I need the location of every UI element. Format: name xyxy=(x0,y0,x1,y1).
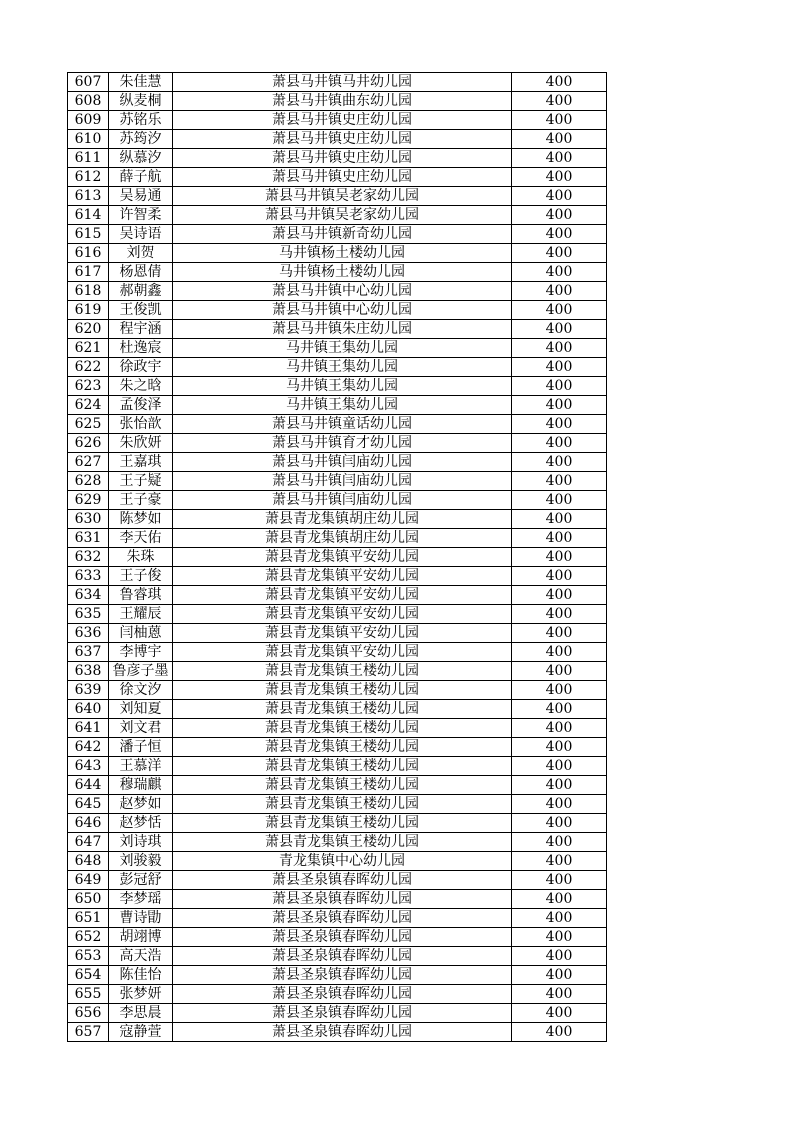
table-row xyxy=(68,472,607,491)
row-number-cell: 629 xyxy=(68,491,109,510)
table-row xyxy=(68,833,607,852)
row-number-cell: 633 xyxy=(68,567,109,586)
table-row xyxy=(68,130,607,149)
row-number-cell: 650 xyxy=(68,890,109,909)
kindergarten-cell: 萧县马井镇闫庙幼儿园 xyxy=(173,453,512,472)
table-row xyxy=(68,320,607,339)
row-number-cell: 622 xyxy=(68,358,109,377)
amount-cell: 400 xyxy=(512,434,607,453)
amount-cell: 400 xyxy=(512,548,607,567)
row-number-cell: 611 xyxy=(68,149,109,168)
amount-cell: 400 xyxy=(512,1004,607,1023)
table-row xyxy=(68,358,607,377)
amount-cell: 400 xyxy=(512,624,607,643)
amount-cell: 400 xyxy=(512,244,607,263)
table-row xyxy=(68,795,607,814)
row-number-cell: 654 xyxy=(68,966,109,985)
table-row xyxy=(68,73,607,92)
child-name-cell: 张梦妍 xyxy=(109,985,173,1004)
amount-cell: 400 xyxy=(512,358,607,377)
kindergarten-cell: 萧县圣泉镇春晖幼儿园 xyxy=(173,909,512,928)
kindergarten-cell: 萧县青龙集镇平安幼儿园 xyxy=(173,548,512,567)
child-name-cell: 徐文汐 xyxy=(109,681,173,700)
table-row xyxy=(68,453,607,472)
child-name-cell: 杨恩倩 xyxy=(109,263,173,282)
kindergarten-cell: 萧县马井镇吴老家幼儿园 xyxy=(173,187,512,206)
amount-cell: 400 xyxy=(512,92,607,111)
kindergarten-cell: 萧县青龙集镇王楼幼儿园 xyxy=(173,833,512,852)
row-number-cell: 638 xyxy=(68,662,109,681)
child-name-cell: 许智柔 xyxy=(109,206,173,225)
amount-cell: 400 xyxy=(512,928,607,947)
subsidy-table xyxy=(67,72,607,1042)
kindergarten-cell: 萧县马井镇朱庄幼儿园 xyxy=(173,320,512,339)
kindergarten-cell: 萧县马井镇马井幼儿园 xyxy=(173,73,512,92)
kindergarten-cell: 萧县马井镇史庄幼儿园 xyxy=(173,130,512,149)
amount-cell: 400 xyxy=(512,567,607,586)
table-row xyxy=(68,928,607,947)
kindergarten-cell: 萧县青龙集镇平安幼儿园 xyxy=(173,624,512,643)
row-number-cell: 649 xyxy=(68,871,109,890)
child-name-cell: 吴易通 xyxy=(109,187,173,206)
child-name-cell: 朱珠 xyxy=(109,548,173,567)
table-row xyxy=(68,567,607,586)
child-name-cell: 鲁睿琪 xyxy=(109,586,173,605)
row-number-cell: 656 xyxy=(68,1004,109,1023)
amount-cell: 400 xyxy=(512,700,607,719)
table-row xyxy=(68,206,607,225)
table-row xyxy=(68,700,607,719)
row-number-cell: 640 xyxy=(68,700,109,719)
amount-cell: 400 xyxy=(512,966,607,985)
kindergarten-cell: 萧县马井镇史庄幼儿园 xyxy=(173,149,512,168)
child-name-cell: 王慕洋 xyxy=(109,757,173,776)
row-number-cell: 639 xyxy=(68,681,109,700)
row-number-cell: 620 xyxy=(68,320,109,339)
kindergarten-cell: 萧县马井镇中心幼儿园 xyxy=(173,282,512,301)
amount-cell: 400 xyxy=(512,377,607,396)
amount-cell: 400 xyxy=(512,909,607,928)
child-name-cell: 朱欣妍 xyxy=(109,434,173,453)
amount-cell: 400 xyxy=(512,225,607,244)
amount-cell: 400 xyxy=(512,947,607,966)
row-number-cell: 643 xyxy=(68,757,109,776)
kindergarten-cell: 萧县马井镇育才幼儿园 xyxy=(173,434,512,453)
child-name-cell: 杜逸宸 xyxy=(109,339,173,358)
row-number-cell: 624 xyxy=(68,396,109,415)
row-number-cell: 637 xyxy=(68,643,109,662)
table-row xyxy=(68,282,607,301)
child-name-cell: 陈佳怡 xyxy=(109,966,173,985)
table-row xyxy=(68,244,607,263)
table-row xyxy=(68,624,607,643)
row-number-cell: 652 xyxy=(68,928,109,947)
kindergarten-cell: 萧县马井镇闫庙幼儿园 xyxy=(173,491,512,510)
row-number-cell: 617 xyxy=(68,263,109,282)
row-number-cell: 621 xyxy=(68,339,109,358)
table-row xyxy=(68,719,607,738)
child-name-cell: 赵梦恬 xyxy=(109,814,173,833)
row-number-cell: 616 xyxy=(68,244,109,263)
child-name-cell: 王俊凯 xyxy=(109,301,173,320)
amount-cell: 400 xyxy=(512,605,607,624)
table-row xyxy=(68,301,607,320)
child-name-cell: 刘文君 xyxy=(109,719,173,738)
child-name-cell: 王子俊 xyxy=(109,567,173,586)
table-row xyxy=(68,111,607,130)
kindergarten-cell: 萧县圣泉镇春晖幼儿园 xyxy=(173,871,512,890)
table-row xyxy=(68,985,607,1004)
row-number-cell: 631 xyxy=(68,529,109,548)
amount-cell: 400 xyxy=(512,757,607,776)
table-body xyxy=(68,73,607,1042)
kindergarten-cell: 萧县圣泉镇春晖幼儿园 xyxy=(173,890,512,909)
table-row xyxy=(68,643,607,662)
table-row xyxy=(68,909,607,928)
kindergarten-cell: 萧县青龙集镇胡庄幼儿园 xyxy=(173,510,512,529)
amount-cell: 400 xyxy=(512,339,607,358)
amount-cell: 400 xyxy=(512,472,607,491)
kindergarten-cell: 萧县马井镇曲东幼儿园 xyxy=(173,92,512,111)
amount-cell: 400 xyxy=(512,871,607,890)
amount-cell: 400 xyxy=(512,301,607,320)
child-name-cell: 刘骏毅 xyxy=(109,852,173,871)
table-row xyxy=(68,1004,607,1023)
amount-cell: 400 xyxy=(512,852,607,871)
table-row xyxy=(68,263,607,282)
amount-cell: 400 xyxy=(512,510,607,529)
child-name-cell: 闫柚蒽 xyxy=(109,624,173,643)
table-row xyxy=(68,586,607,605)
row-number-cell: 618 xyxy=(68,282,109,301)
table-row xyxy=(68,529,607,548)
row-number-cell: 630 xyxy=(68,510,109,529)
amount-cell: 400 xyxy=(512,814,607,833)
row-number-cell: 607 xyxy=(68,73,109,92)
row-number-cell: 646 xyxy=(68,814,109,833)
amount-cell: 400 xyxy=(512,206,607,225)
amount-cell: 400 xyxy=(512,263,607,282)
table-row xyxy=(68,225,607,244)
table-row xyxy=(68,434,607,453)
amount-cell: 400 xyxy=(512,681,607,700)
kindergarten-cell: 萧县马井镇闫庙幼儿园 xyxy=(173,472,512,491)
row-number-cell: 619 xyxy=(68,301,109,320)
row-number-cell: 635 xyxy=(68,605,109,624)
child-name-cell: 苏铭乐 xyxy=(109,111,173,130)
table-row xyxy=(68,510,607,529)
table-row xyxy=(68,396,607,415)
amount-cell: 400 xyxy=(512,586,607,605)
amount-cell: 400 xyxy=(512,529,607,548)
kindergarten-cell: 萧县圣泉镇春晖幼儿园 xyxy=(173,966,512,985)
row-number-cell: 626 xyxy=(68,434,109,453)
kindergarten-cell: 萧县青龙集镇王楼幼儿园 xyxy=(173,814,512,833)
child-name-cell: 王子疑 xyxy=(109,472,173,491)
kindergarten-cell: 萧县青龙集镇平安幼儿园 xyxy=(173,605,512,624)
table-row xyxy=(68,1023,607,1042)
row-number-cell: 609 xyxy=(68,111,109,130)
table-row xyxy=(68,871,607,890)
table-row xyxy=(68,738,607,757)
table-row xyxy=(68,415,607,434)
amount-cell: 400 xyxy=(512,453,607,472)
amount-cell: 400 xyxy=(512,415,607,434)
kindergarten-cell: 马井镇杨土楼幼儿园 xyxy=(173,244,512,263)
row-number-cell: 625 xyxy=(68,415,109,434)
kindergarten-cell: 萧县青龙集镇王楼幼儿园 xyxy=(173,795,512,814)
child-name-cell: 高天浩 xyxy=(109,947,173,966)
amount-cell: 400 xyxy=(512,130,607,149)
kindergarten-cell: 萧县马井镇中心幼儿园 xyxy=(173,301,512,320)
kindergarten-cell: 萧县圣泉镇春晖幼儿园 xyxy=(173,1023,512,1042)
amount-cell: 400 xyxy=(512,396,607,415)
row-number-cell: 641 xyxy=(68,719,109,738)
kindergarten-cell: 萧县圣泉镇春晖幼儿园 xyxy=(173,985,512,1004)
table-row xyxy=(68,966,607,985)
row-number-cell: 634 xyxy=(68,586,109,605)
kindergarten-cell: 萧县马井镇史庄幼儿园 xyxy=(173,111,512,130)
kindergarten-cell: 萧县青龙集镇胡庄幼儿园 xyxy=(173,529,512,548)
row-number-cell: 657 xyxy=(68,1023,109,1042)
kindergarten-cell: 马井镇王集幼儿园 xyxy=(173,358,512,377)
child-name-cell: 王耀辰 xyxy=(109,605,173,624)
kindergarten-cell: 青龙集镇中心幼儿园 xyxy=(173,852,512,871)
amount-cell: 400 xyxy=(512,1023,607,1042)
kindergarten-cell: 萧县圣泉镇春晖幼儿园 xyxy=(173,1004,512,1023)
amount-cell: 400 xyxy=(512,149,607,168)
amount-cell: 400 xyxy=(512,985,607,1004)
row-number-cell: 615 xyxy=(68,225,109,244)
child-name-cell: 王子豪 xyxy=(109,491,173,510)
kindergarten-cell: 马井镇王集幼儿园 xyxy=(173,396,512,415)
amount-cell: 400 xyxy=(512,282,607,301)
kindergarten-cell: 萧县马井镇史庄幼儿园 xyxy=(173,168,512,187)
kindergarten-cell: 萧县青龙集镇王楼幼儿园 xyxy=(173,738,512,757)
kindergarten-cell: 萧县青龙集镇平安幼儿园 xyxy=(173,586,512,605)
table-row xyxy=(68,947,607,966)
amount-cell: 400 xyxy=(512,491,607,510)
child-name-cell: 朱佳慧 xyxy=(109,73,173,92)
row-number-cell: 642 xyxy=(68,738,109,757)
child-name-cell: 鲁彦子墨 xyxy=(109,662,173,681)
row-number-cell: 655 xyxy=(68,985,109,1004)
child-name-cell: 孟俊泽 xyxy=(109,396,173,415)
kindergarten-cell: 马井镇王集幼儿园 xyxy=(173,339,512,358)
row-number-cell: 645 xyxy=(68,795,109,814)
kindergarten-cell: 萧县青龙集镇平安幼儿园 xyxy=(173,567,512,586)
child-name-cell: 徐政宇 xyxy=(109,358,173,377)
child-name-cell: 彭冠舒 xyxy=(109,871,173,890)
child-name-cell: 薛子航 xyxy=(109,168,173,187)
kindergarten-cell: 萧县青龙集镇王楼幼儿园 xyxy=(173,776,512,795)
child-name-cell: 纵慕汐 xyxy=(109,149,173,168)
row-number-cell: 644 xyxy=(68,776,109,795)
child-name-cell: 穆瑞麒 xyxy=(109,776,173,795)
kindergarten-cell: 萧县圣泉镇春晖幼儿园 xyxy=(173,928,512,947)
child-name-cell: 刘知夏 xyxy=(109,700,173,719)
kindergarten-cell: 萧县青龙集镇王楼幼儿园 xyxy=(173,662,512,681)
table-row xyxy=(68,168,607,187)
kindergarten-cell: 萧县马井镇吴老家幼儿园 xyxy=(173,206,512,225)
row-number-cell: 612 xyxy=(68,168,109,187)
row-number-cell: 651 xyxy=(68,909,109,928)
child-name-cell: 王嘉琪 xyxy=(109,453,173,472)
child-name-cell: 苏筠汐 xyxy=(109,130,173,149)
child-name-cell: 朱之晗 xyxy=(109,377,173,396)
amount-cell: 400 xyxy=(512,168,607,187)
amount-cell: 400 xyxy=(512,643,607,662)
table-row xyxy=(68,662,607,681)
child-name-cell: 李博宇 xyxy=(109,643,173,662)
row-number-cell: 636 xyxy=(68,624,109,643)
kindergarten-cell: 马井镇王集幼儿园 xyxy=(173,377,512,396)
row-number-cell: 627 xyxy=(68,453,109,472)
row-number-cell: 613 xyxy=(68,187,109,206)
row-number-cell: 610 xyxy=(68,130,109,149)
amount-cell: 400 xyxy=(512,662,607,681)
child-name-cell: 李梦瑶 xyxy=(109,890,173,909)
table-row xyxy=(68,149,607,168)
table-row xyxy=(68,757,607,776)
child-name-cell: 陈梦如 xyxy=(109,510,173,529)
amount-cell: 400 xyxy=(512,833,607,852)
child-name-cell: 寇静萱 xyxy=(109,1023,173,1042)
row-number-cell: 608 xyxy=(68,92,109,111)
table-row xyxy=(68,377,607,396)
amount-cell: 400 xyxy=(512,890,607,909)
kindergarten-cell: 萧县马井镇童话幼儿园 xyxy=(173,415,512,434)
kindergarten-cell: 马井镇杨土楼幼儿园 xyxy=(173,263,512,282)
table-row xyxy=(68,852,607,871)
row-number-cell: 614 xyxy=(68,206,109,225)
table-row xyxy=(68,681,607,700)
child-name-cell: 赵梦如 xyxy=(109,795,173,814)
table-row xyxy=(68,548,607,567)
amount-cell: 400 xyxy=(512,73,607,92)
amount-cell: 400 xyxy=(512,320,607,339)
table-row xyxy=(68,92,607,111)
row-number-cell: 647 xyxy=(68,833,109,852)
amount-cell: 400 xyxy=(512,187,607,206)
child-name-cell: 纵麦桐 xyxy=(109,92,173,111)
amount-cell: 400 xyxy=(512,738,607,757)
kindergarten-cell: 萧县青龙集镇王楼幼儿园 xyxy=(173,700,512,719)
child-name-cell: 潘子恒 xyxy=(109,738,173,757)
table-row xyxy=(68,187,607,206)
row-number-cell: 653 xyxy=(68,947,109,966)
child-name-cell: 张怡歆 xyxy=(109,415,173,434)
table-row xyxy=(68,776,607,795)
child-name-cell: 刘贺 xyxy=(109,244,173,263)
child-name-cell: 李思晨 xyxy=(109,1004,173,1023)
amount-cell: 400 xyxy=(512,776,607,795)
row-number-cell: 648 xyxy=(68,852,109,871)
kindergarten-cell: 萧县青龙集镇王楼幼儿园 xyxy=(173,757,512,776)
kindergarten-cell: 萧县青龙集镇王楼幼儿园 xyxy=(173,719,512,738)
child-name-cell: 吴诗语 xyxy=(109,225,173,244)
table-row xyxy=(68,814,607,833)
table-row xyxy=(68,339,607,358)
table-row xyxy=(68,890,607,909)
kindergarten-cell: 萧县青龙集镇王楼幼儿园 xyxy=(173,681,512,700)
row-number-cell: 628 xyxy=(68,472,109,491)
kindergarten-cell: 萧县青龙集镇平安幼儿园 xyxy=(173,643,512,662)
child-name-cell: 胡翊博 xyxy=(109,928,173,947)
child-name-cell: 程宇涵 xyxy=(109,320,173,339)
child-name-cell: 刘诗琪 xyxy=(109,833,173,852)
child-name-cell: 曹诗勖 xyxy=(109,909,173,928)
table-row xyxy=(68,491,607,510)
table-row xyxy=(68,605,607,624)
amount-cell: 400 xyxy=(512,111,607,130)
kindergarten-cell: 萧县圣泉镇春晖幼儿园 xyxy=(173,947,512,966)
kindergarten-cell: 萧县马井镇新奇幼儿园 xyxy=(173,225,512,244)
amount-cell: 400 xyxy=(512,795,607,814)
row-number-cell: 623 xyxy=(68,377,109,396)
child-name-cell: 李天佑 xyxy=(109,529,173,548)
row-number-cell: 632 xyxy=(68,548,109,567)
child-name-cell: 郝朝鑫 xyxy=(109,282,173,301)
amount-cell: 400 xyxy=(512,719,607,738)
